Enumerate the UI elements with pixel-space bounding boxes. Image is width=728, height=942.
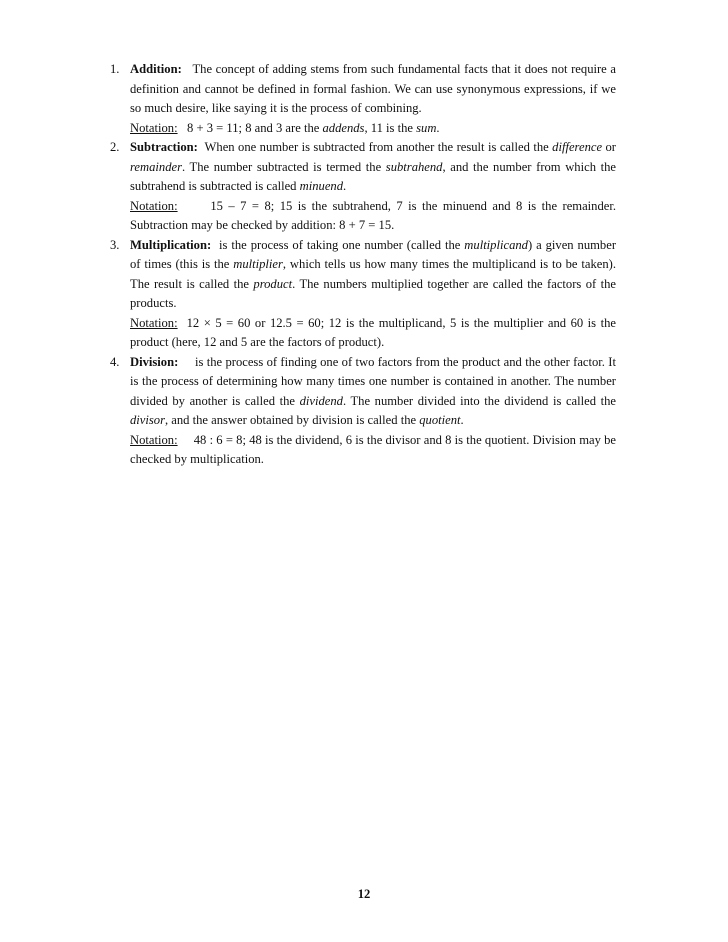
item-number: 2.	[110, 140, 120, 154]
term-remainder: remainder	[130, 159, 182, 174]
addition-heading: Addition:	[130, 62, 182, 76]
term-multiplicand: multiplicand	[464, 237, 528, 252]
notation-label: Notation:	[130, 315, 178, 330]
multiplication-paragraph: Multiplication: is the process of taking one number (called the multiplicand) a given number of times (this is the multiplier, which tells us how many times the multiplicand is to be taken). The result is called the product. The numbers multiplied together are called the factors of the products.	[130, 237, 617, 310]
division-paragraph: Division: is the process of finding one of two factors from the product and the other factor. It is the process of determining how many times one number is contained in another. The number divided by another is called the dividend. The number divided into the dividend is called the divisor, and the answer obtained by division is called the quotient.	[130, 354, 616, 427]
notation-label: Notation:	[130, 432, 178, 447]
item-number: 4.	[110, 354, 120, 369]
term-difference: difference	[552, 140, 603, 154]
addition-body: The concept of adding stems from such fundamental facts that it does not require a definition and cannot be defined in formal fashion. We can use synonymous expressions, if we so much desire, like saying it is the process of combining.	[130, 62, 616, 115]
notation-label: Notation:	[130, 120, 178, 135]
term-multiplier: multiplier	[233, 257, 283, 271]
list-item-subtraction	[110, 138, 616, 236]
term-dividend: dividend	[299, 393, 343, 408]
page-number: 12	[357, 887, 371, 901]
term-subtrahend: subtrahend	[385, 159, 443, 174]
term-sum: sum	[416, 120, 437, 135]
addition-notation: Notation: 8 + 3 = 11; 8 and 3 are the addends, 11 is the sum.	[130, 120, 440, 135]
division-notation: Notation: 48 : 6 = 8; 48 is the dividend, 6 is the divisor and 8 is the quotient. Division may be checked by multiplication.	[130, 432, 616, 466]
multiplication-notation: Notation: 12 × 5 = 60 or 12.5 = 60; 12 is the multiplicand, 5 is the multiplier and 60 is the product (here, 12 and 5 are the factors of product).	[130, 315, 616, 349]
multiplication-heading: Multiplication:	[130, 237, 212, 252]
subtraction-paragraph: Subtraction: When one number is subtracted from another the result is called the difference or remainder. The number subtracted is termed the subtrahend, and the number from which the subtrahend is subtracted is called minuend.	[130, 140, 616, 193]
term-quotient: quotient	[419, 413, 461, 427]
term-divisor: divisor	[130, 413, 165, 427]
addition-paragraph	[130, 60, 616, 119]
definitions-list	[110, 60, 616, 470]
list-item-division	[110, 353, 616, 470]
item-number: 3.	[110, 237, 120, 252]
term-addends: addends	[322, 120, 365, 135]
notation-label: Notation:	[130, 198, 178, 213]
term-product: product	[253, 276, 293, 291]
subtraction-heading: Subtraction:	[130, 140, 198, 154]
term-minuend: minuend	[299, 179, 343, 193]
division-heading: Division:	[130, 354, 179, 369]
subtraction-notation: Notation: 15 – 7 = 8; 15 is the subtrahend, 7 is the minuend and 8 is the remainder. Subtraction may be checked by addition: 8 + 7 = 15.	[130, 198, 616, 232]
list-item-addition	[110, 60, 616, 138]
item-number: 1.	[110, 62, 120, 76]
list-item-multiplication	[110, 236, 616, 353]
